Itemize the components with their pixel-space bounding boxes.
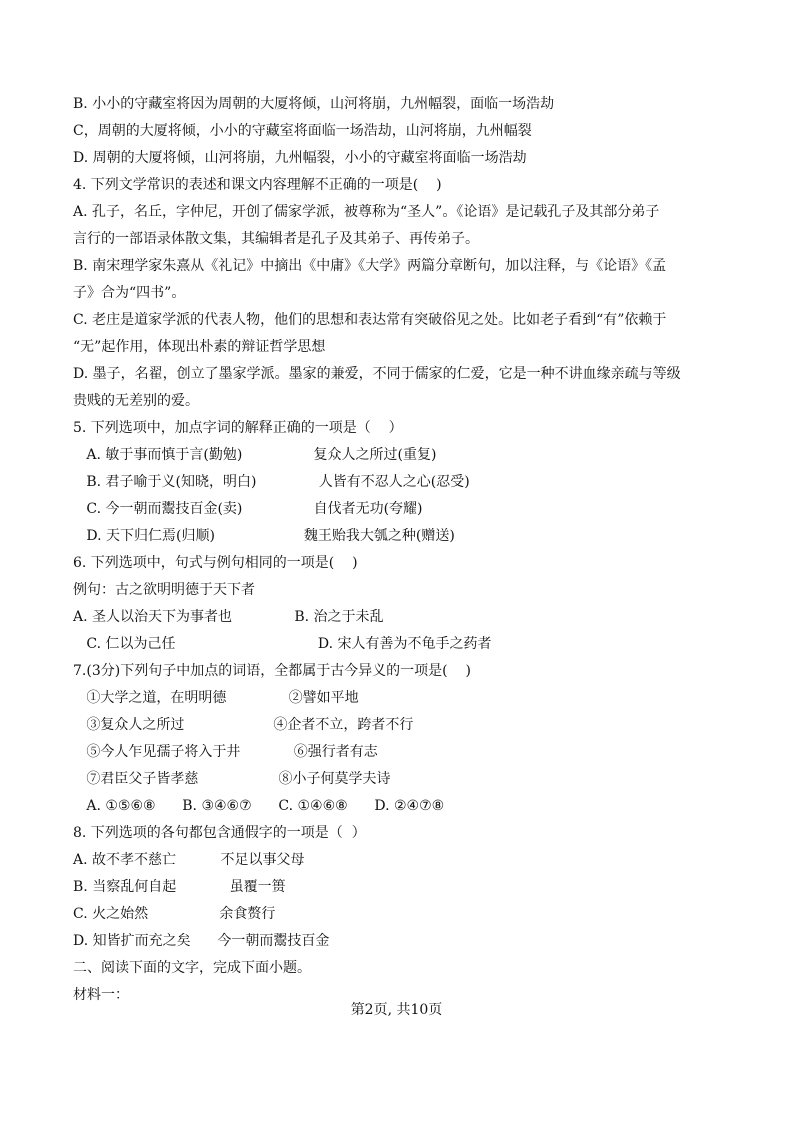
text-line: ⑦君臣父子皆孝慈 ⑧小子何莫学夫诗 xyxy=(73,771,391,787)
text-line: “无”起作用，体现出朴素的辩证哲学思想 xyxy=(73,339,326,355)
question-7: 7.(3分)下列句子中加点的词语，全都属于古今异义的一项是( ) xyxy=(73,663,471,679)
text-line: A. 孔子，名丘，字仲尼，开创了儒家学派，被尊称为“圣人”。《论语》是记载孔子及其部分弟子 xyxy=(73,204,660,220)
text-line: B. 君子喻于义(知晓，明白) 人皆有不忍人之心(忍受) xyxy=(73,474,470,490)
text-line: A. 圣人以治天下为事者也 B. 治之于未乱 xyxy=(73,609,384,625)
text-line: ③复众人之所过 ④企者不立，跨者不行 xyxy=(73,717,414,733)
question-5: 5. 下列选项中，加点字词的解释正确的一项是（ ） xyxy=(73,420,403,436)
text-line: B. 当察乱何自起 虽覆一篑 xyxy=(73,879,286,895)
text-line: C. 老庄是道家学派的代表人物，他们的思想和表达常有突破俗见之处。比如老子看到“有”依赖于 xyxy=(73,312,667,328)
text-line: C，周朝的大厦将倾，小小的守藏室将面临一场浩劫，山河将崩，九州幅裂 xyxy=(73,123,532,139)
text-line: 材料一： xyxy=(73,987,129,1003)
text-line: 言行的一部语录体散文集，其编辑者是孔子及其弟子、再传弟子。 xyxy=(73,231,479,247)
text-line: 子》合为“四书”。 xyxy=(73,285,186,301)
text-line: A. 故不孝不慈亡 不足以事父母 xyxy=(73,852,305,868)
text-line: ①大学之道，在明明德 ②譬如平地 xyxy=(73,690,359,706)
question-6: 6. 下列选项中，句式与例句相同的一项是( ) xyxy=(73,555,358,571)
text-line: C. 火之始然 余食赘行 xyxy=(73,906,276,922)
text-line: D. 周朝的大厦将倾，山河将崩，九州幅裂，小小的守藏室将面临一场浩劫 xyxy=(73,150,527,166)
section-heading: 二、阅读下面的文字，完成下面小题。 xyxy=(73,960,311,976)
text-line: D. 知皆扩而充之矣 今一朝而鬻技百金 xyxy=(73,933,330,949)
text-line: B. 南宋理学家朱熹从《礼记》中摘出《中庸》《大学》两篇分章断句，加以注释，与《论语》《孟 xyxy=(73,258,667,274)
question-8: 8. 下列选项的各句都包含通假字的一项是（ ） xyxy=(73,825,366,841)
text-line: D. 天下归仁焉(归顺) 魏王贻我大瓠之种(赠送) xyxy=(73,528,455,544)
text-line: ⑤今人乍见孺子将入于井 ⑥强行者有志 xyxy=(73,744,378,760)
text-line: B. 小小的守藏室将因为周朝的大厦将倾，山河将崩，九州幅裂，面临一场浩劫 xyxy=(73,96,555,112)
text-line: D. 墨子，名翟，创立了墨家学派。墨家的兼爱，不同于儒家的仁爱，它是一种不讲血缘亲疏与等级 xyxy=(73,366,681,382)
text-line: A. ①⑤⑥⑧ B. ③④⑥⑦ C. ①④⑥⑧ D. ②④⑦⑧ xyxy=(73,798,445,814)
text-line: 例句：古之欲明明德于天下者 xyxy=(73,582,255,598)
text-line: A. 敏于事而慎于言(勤勉) 复众人之所过(重复) xyxy=(73,447,437,463)
page-footer: 第2页, 共10页 xyxy=(350,1002,443,1018)
text-line: C. 仁以为己任 D. 宋人有善为不龟手之药者 xyxy=(73,636,492,652)
text-line: 贵贱的无差别的爱。 xyxy=(73,393,199,409)
question-4: 4. 下列文学常识的表述和课文内容理解不正确的一项是( ) xyxy=(73,177,442,193)
text-line: C. 今一朝而鬻技百金(卖) 自伐者无功(夸耀) xyxy=(73,501,423,517)
